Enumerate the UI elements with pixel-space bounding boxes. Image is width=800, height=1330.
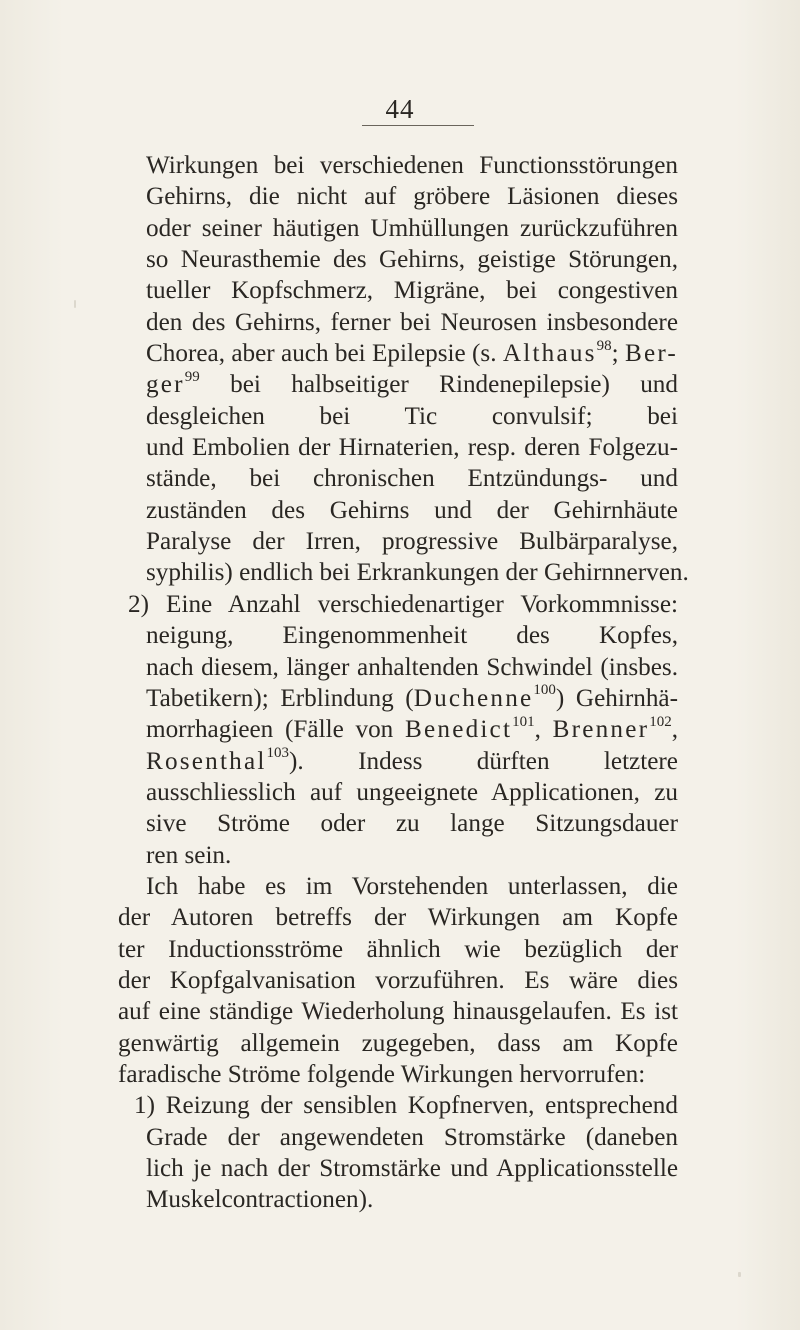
- text-line: und Embolien der Hirnaterien, resp. deren Folgezu-: [146, 434, 678, 462]
- text-line: tueller Kopfschmerz, Migräne, bei congestiven: [146, 277, 678, 305]
- page-number-underline: [362, 125, 474, 126]
- text-line: Muskelcontractionen).: [146, 1186, 374, 1214]
- text-line: nach diesem, länger anhaltenden Schwindel (insbes.: [146, 653, 678, 681]
- text-line: der Autoren betreffs der Wirkungen am Kopfe: [118, 904, 678, 932]
- text-line: Paralyse der Irren, progressive Bulbärparalyse,: [146, 528, 678, 556]
- author-name-althaus: Althaus: [502, 340, 597, 368]
- text-line: so Neurasthemie des Gehirns, geistige Störungen,: [146, 246, 678, 274]
- text-line-rosenthal: [118, 746, 678, 777]
- text-line: Grade der angewendeten Stromstärke (daneben: [146, 1123, 678, 1151]
- text-run: morrhagieen (Fälle von: [146, 716, 406, 744]
- text-line: genwärtig allgemein zugegeben, dass am Kopfe: [118, 1029, 678, 1057]
- footnote-ref: 103: [266, 745, 290, 762]
- author-name-berger-part: ger: [146, 371, 185, 399]
- text-line-duchenne: [118, 683, 678, 714]
- text-run: Tabetikern); Erblindung (: [146, 684, 414, 712]
- author-name-benedict: Benedict: [405, 716, 513, 744]
- text-run: ,: [671, 716, 678, 744]
- text-line: syphilis) endlich bei Erkrankungen der Gehirnnerven.: [146, 559, 689, 587]
- text-line: sive Ströme oder zu lange Sitzungsdauer: [146, 810, 678, 838]
- text-line: zuständen des Gehirns und der Gehirnhäute: [146, 496, 678, 524]
- footnote-ref: 99: [184, 369, 200, 386]
- text-run: ) Gehirnhä-: [555, 684, 678, 712]
- text-line-chorea: [118, 338, 678, 369]
- text-line: auf eine ständige Wiederholung hinausgelaufen. Es ist: [118, 998, 678, 1026]
- footnote-ref: 102: [649, 714, 672, 730]
- text-line: ter Inductionsströme ähnlich wie bezüglich der: [118, 935, 678, 963]
- text-line: faradische Ströme folgende Wirkungen hervorrufen:: [118, 1060, 646, 1088]
- text-line: ausschliesslich auf ungeeignete Applicationen, zu: [146, 778, 678, 806]
- author-name-berger-part: Ber-: [624, 340, 678, 368]
- text-line-benedict: [118, 714, 678, 745]
- text-run: ). Indess dürften letztere: [289, 747, 678, 775]
- text-run: ;: [611, 340, 625, 368]
- text-line: lich je nach der Stromstärke und Applicationsstelle: [146, 1155, 678, 1182]
- text-line: neigung, Eingenommenheit des Kopfes,: [146, 622, 678, 650]
- text-line: der Kopfgalvanisation vorzuführen. Es wäre dies: [118, 966, 678, 994]
- footnote-ref: 98: [596, 338, 612, 354]
- text-line: Gehirns, die nicht auf gröbere Läsionen dieses: [146, 183, 678, 211]
- author-name-rosenthal: Rosenthal: [146, 747, 267, 775]
- text-line-item-2: 2) Eine Anzahl verschiedenartiger Vorkommnisse:: [128, 590, 678, 618]
- author-name-brenner: Brenner: [552, 716, 650, 744]
- footnote-ref: 101: [512, 714, 535, 730]
- text-line-item-1: 1) Reizung der sensiblen Kopfnerven, entsprechend: [134, 1092, 678, 1120]
- text-line: oder seiner häutigen Umhüllungen zurückzuführen: [146, 214, 678, 242]
- text-line-paragraph-start: Ich habe es im Vorstehenden unterlassen, die: [146, 872, 678, 900]
- page-number: 44: [385, 94, 415, 124]
- author-name-duchenne: Duchenne: [413, 684, 534, 712]
- text-line: den des Gehirns, ferner bei Neurosen insbesondere: [146, 308, 678, 336]
- text-run: ,: [534, 716, 553, 744]
- text-line: stände, bei chronischen Entzündungs- und: [146, 465, 678, 493]
- body-text: [118, 150, 689, 1216]
- text-run: Chorea, aber auch bei Epilepsie (s.: [146, 340, 503, 368]
- text-line: ren sein.: [146, 841, 232, 869]
- text-line-berger: [118, 369, 678, 400]
- text-run: bei halbseitiger Rindenepilepsie) und: [230, 371, 678, 399]
- footnote-ref: 100: [533, 682, 556, 699]
- scan-speck: [738, 1272, 741, 1277]
- text-line: desgleichen bei Tic convulsif; bei: [146, 402, 678, 430]
- scan-speck: [74, 300, 76, 308]
- text-line: Wirkungen bei verschiedenen Functionsstörungen: [146, 152, 678, 179]
